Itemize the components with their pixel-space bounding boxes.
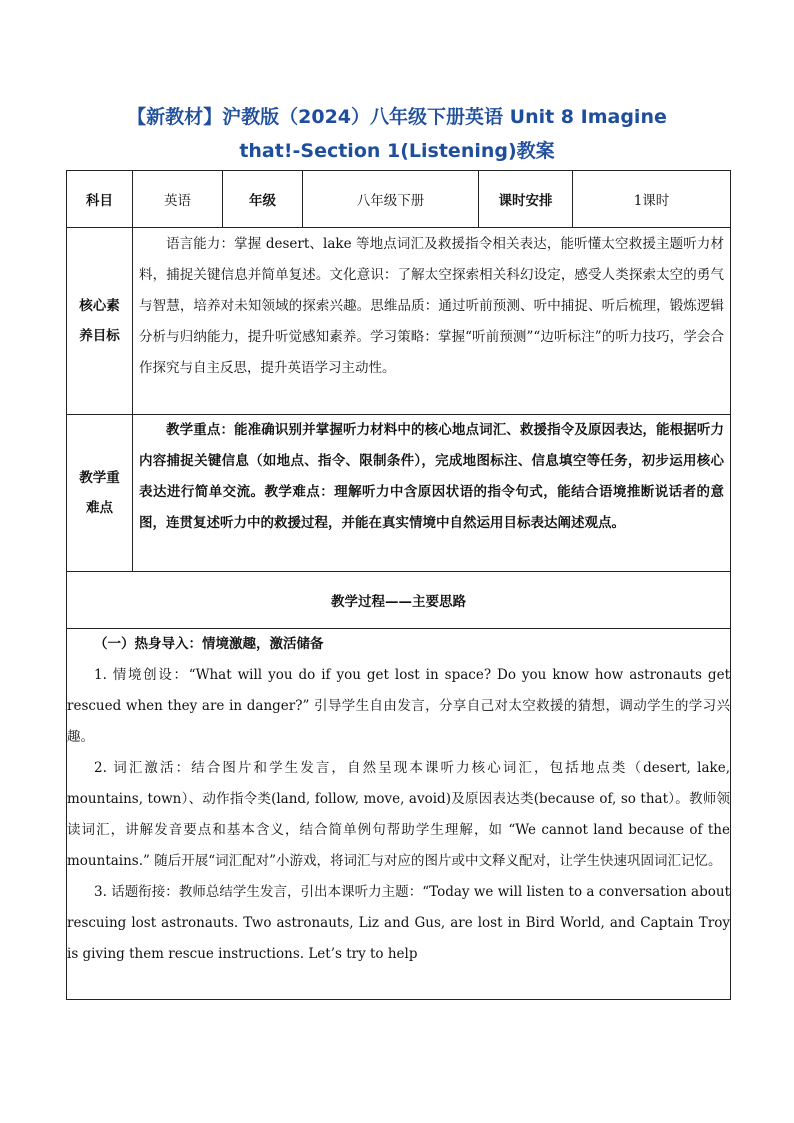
hours-label: 课时安排 [479, 171, 573, 228]
process-item-2: 2. 词汇激活：结合图片和学生发言，自然呈现本课听力核心词汇，包括地点类（desert, lake, mountains, town）、动作指令类(land, follow, move, avoid)及原因表达类(because of, so that）。教师领读词汇，讲解发音要点和基本含义，结合简单例句帮助学生理解，如 “We cannot land because of the mountains.” 随后开展“词汇配对”小游戏，将词汇与对应的图片或中文释义配对，让学生快速巩固词汇记忆。 [67, 760, 730, 869]
process-item-1: 1. 情境创设：“What will you do if you get lost in space? Do you know how astronauts get rescued when they are in danger?” 引导学生自由发言，分享自己对太空救援的猜想，调动学生的学习兴趣。 [67, 667, 730, 745]
lesson-plan-table [66, 170, 731, 1000]
process-title-row [67, 572, 731, 629]
grade-value: 八年级下册 [303, 171, 479, 228]
title-line-2: that!-Section 1(Listening)教案 [239, 140, 555, 162]
subject-value: 英语 [133, 171, 223, 228]
title-line-1: 【新教材】沪教版（2024）八年级下册英语 Unit 8 Imagine [127, 106, 667, 128]
document-title [60, 100, 734, 168]
core-goals-label: 核心素 养目标 [67, 228, 133, 415]
process-content-row [67, 629, 731, 1000]
process-content [67, 629, 731, 1000]
core-goals-text: 语言能力：掌握 desert、lake 等地点词汇及救援指令相关表达，能听懂太空救援主题听力材料，捕捉关键信息并简单复述。文化意识：了解太空探索相关科幻设定，感受人类探索太空的勇气与智慧，培养对未知领域的探索兴趣。思维品质：通过听前预测、听中捕捉、听后梳理，锻炼逻辑分析与归纳能力，提升听觉感知素养。学习策略：掌握“听前预测”“边听标注”的听力技巧，学会合作探究与自主反思，提升英语学习主动性。 [133, 228, 731, 415]
core-goals-row [67, 228, 731, 415]
hours-value: 1课时 [573, 171, 731, 228]
process-subheading-1: （一）热身导入：情境激趣，激活储备 [94, 636, 324, 652]
key-points-text: 教学重点：能准确识别并掌握听力材料中的核心地点词汇、救援指令及原因表达，能根据听力内容捕捉关键信息（如地点、指令、限制条件），完成地图标注、信息填空等任务，初步运用核心表达进行简单交流。教学难点：理解听力中含原因状语的指令句式，能结合语境推断说话者的意图，连贯复述听力中的救援过程，并能在真实情境中自然运用目标表达阐述观点。 [133, 415, 731, 572]
info-row [67, 171, 731, 228]
process-title: 教学过程——主要思路 [67, 572, 731, 629]
key-points-row [67, 415, 731, 572]
key-points-label: 教学重 难点 [67, 415, 133, 572]
subject-label: 科目 [67, 171, 133, 228]
grade-label: 年级 [223, 171, 303, 228]
process-item-3: 3. 话题衔接：教师总结学生发言，引出本课听力主题：“Today we will listen to a conversation about rescuing lost astronauts. Two astronauts, Liz and Gus, are lost in Bird World, and Captain Troy is giving them rescue instructions. Let’s try to help [67, 884, 730, 962]
